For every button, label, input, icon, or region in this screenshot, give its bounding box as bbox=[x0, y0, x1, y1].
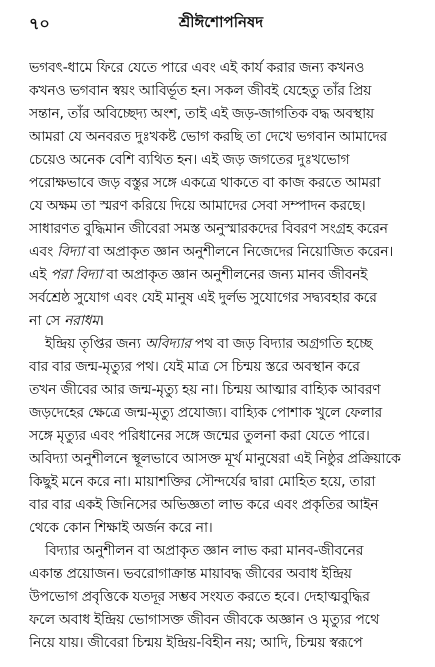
italic-term: অবিদ্যার bbox=[144, 336, 191, 352]
text-segment: বা অপ্রাকৃত জ্ঞান অনুশীলনে নিজেদের নিয়োজিত করেন। bbox=[83, 244, 394, 260]
text-line bbox=[29, 333, 413, 356]
text-line: জড়দেহের ক্ষেত্রে জন্ম-মৃত্যু প্রযোজ্য। বাহ্যিক পোশাক খুলে ফেলার bbox=[29, 405, 382, 421]
text-segment: না সে bbox=[29, 313, 65, 329]
text-line bbox=[29, 264, 413, 287]
text-line: চেয়েও অনেক বেশি ব্যথিত হন। এই জড় জগতের দুঃখভোগ bbox=[29, 152, 350, 168]
text-segment: পথ বা জড় বিদ্যার অগ্রগতি হচ্ছে bbox=[190, 336, 373, 352]
text-segment: । bbox=[98, 313, 104, 329]
italic-term: নরাধম bbox=[64, 313, 99, 329]
text-line: কখনও ভগবান স্বয়ং আবির্ভূত হন। সকল জীবই যেহেতু তাঁর প্রিয় bbox=[29, 83, 372, 99]
text-line: একান্ত প্রয়োজন। ভবরোগাক্রান্ত মায়াবদ্ধ জীবের অবাধ ইন্দ্রিয় bbox=[29, 566, 352, 582]
text-line: সন্তান, তাঁর অবিচ্ছেদ্য অংশ, তাই এই জড়-জাগতিক বদ্ধ অবস্থায় bbox=[29, 106, 374, 122]
text-line: বার বার একই জিনিসের অভিজ্ঞতা লাভ করে এবং প্রকৃতির আইন bbox=[29, 497, 379, 513]
text-line: উপভোগ প্রবৃত্তিকে যতদূর সম্ভব সংযত করতে হবে। দেহাত্মবুদ্ধির bbox=[29, 589, 370, 605]
text-line: আমরা যে অনবরত দুঃখকষ্ট ভোগ করছি তা দেখে ভগবান আমাদের bbox=[29, 129, 387, 145]
text-segment: এই bbox=[29, 267, 51, 283]
text-line: থেকে কোন শিক্ষাই অর্জন করে না। bbox=[29, 520, 213, 536]
text-line: সাধারণত বুদ্ধিমান জীবেরা সমস্ত অনুস্মারকদের বিবরণ সংগ্রহ করেন bbox=[29, 221, 388, 237]
text-line: ভগবৎ-ধামে ফিরে যেতে পারে এবং এই কার্য করার জন্য কখনও bbox=[29, 60, 365, 76]
body-text bbox=[29, 57, 413, 655]
text-line: সঙ্গে মৃত্যুর এবং পরিধানের সঙ্গে জন্মের তুলনা করা যেতে পারে। bbox=[29, 428, 370, 444]
italic-term: পরা বিদ্যা bbox=[50, 267, 103, 283]
running-title: শ্রীঈশোপনিষদ bbox=[178, 13, 264, 31]
text-line: তখন জীবের আর জন্ম-মৃত্যু হয় না। চিন্ময় আত্মার বাহ্যিক আবরণ bbox=[29, 382, 381, 398]
text-line: বার বার জন্ম-মৃত্যুর পথ। যেই মাত্র সে চিন্ময় স্তরে অবস্থান করে bbox=[29, 359, 360, 375]
text-line: অবিদ্যা অনুশীলনে স্থূলভাবে আসক্ত মূর্খ মানুষেরা এই নিষ্ঠুর প্রক্রিয়াকে bbox=[29, 451, 401, 467]
text-line: পরোক্ষভাবে জড় বস্তুর সঙ্গে একত্রে থাকতে বা কাজ করতে আমরা bbox=[29, 175, 381, 191]
text-line: ফলে অবাধ ইন্দ্রিয় ভোগাসক্ত জীবন জীবকে অজ্ঞান ও মৃত্যুর পথে bbox=[29, 612, 379, 628]
text-line bbox=[29, 310, 413, 333]
text-segment: বা অপ্রাকৃত জ্ঞান অনুশীলনের জন্য মানব জীবনই bbox=[102, 267, 368, 283]
text-line bbox=[29, 241, 413, 264]
text-line: কিছুই মনে করে না। মায়াশক্তির সৌন্দর্যের দ্বারা মোহিত হয়ে, তারা bbox=[29, 474, 376, 490]
text-line: নিয়ে যায়। জীবেরা চিন্ময় ইন্দ্রিয়-বিহীন নয়; আদি, চিন্ময় স্বরূপে bbox=[29, 635, 363, 651]
italic-term: বিদ্যা bbox=[57, 244, 84, 260]
text-line: যে অক্ষম তা স্মরণ করিয়ে দিয়ে আমাদের সেবা সম্পাদন করছে। bbox=[29, 198, 366, 214]
text-line: বিদ্যার অনুশীলন বা অপ্রাকৃত জ্ঞান লাভ করা মানব-জীবনের bbox=[45, 543, 364, 559]
text-segment: এবং bbox=[29, 244, 58, 260]
page-number: ৭০ bbox=[29, 14, 50, 33]
text-line: সর্বশ্রেষ্ঠ সুযোগ এবং যেই মানুষ এই দুর্লভ সুযোগের সদ্ব্যবহার করে bbox=[29, 290, 377, 306]
text-segment: ইন্দ্রিয় তৃপ্তির জন্য bbox=[45, 336, 145, 352]
page-header bbox=[29, 11, 413, 35]
